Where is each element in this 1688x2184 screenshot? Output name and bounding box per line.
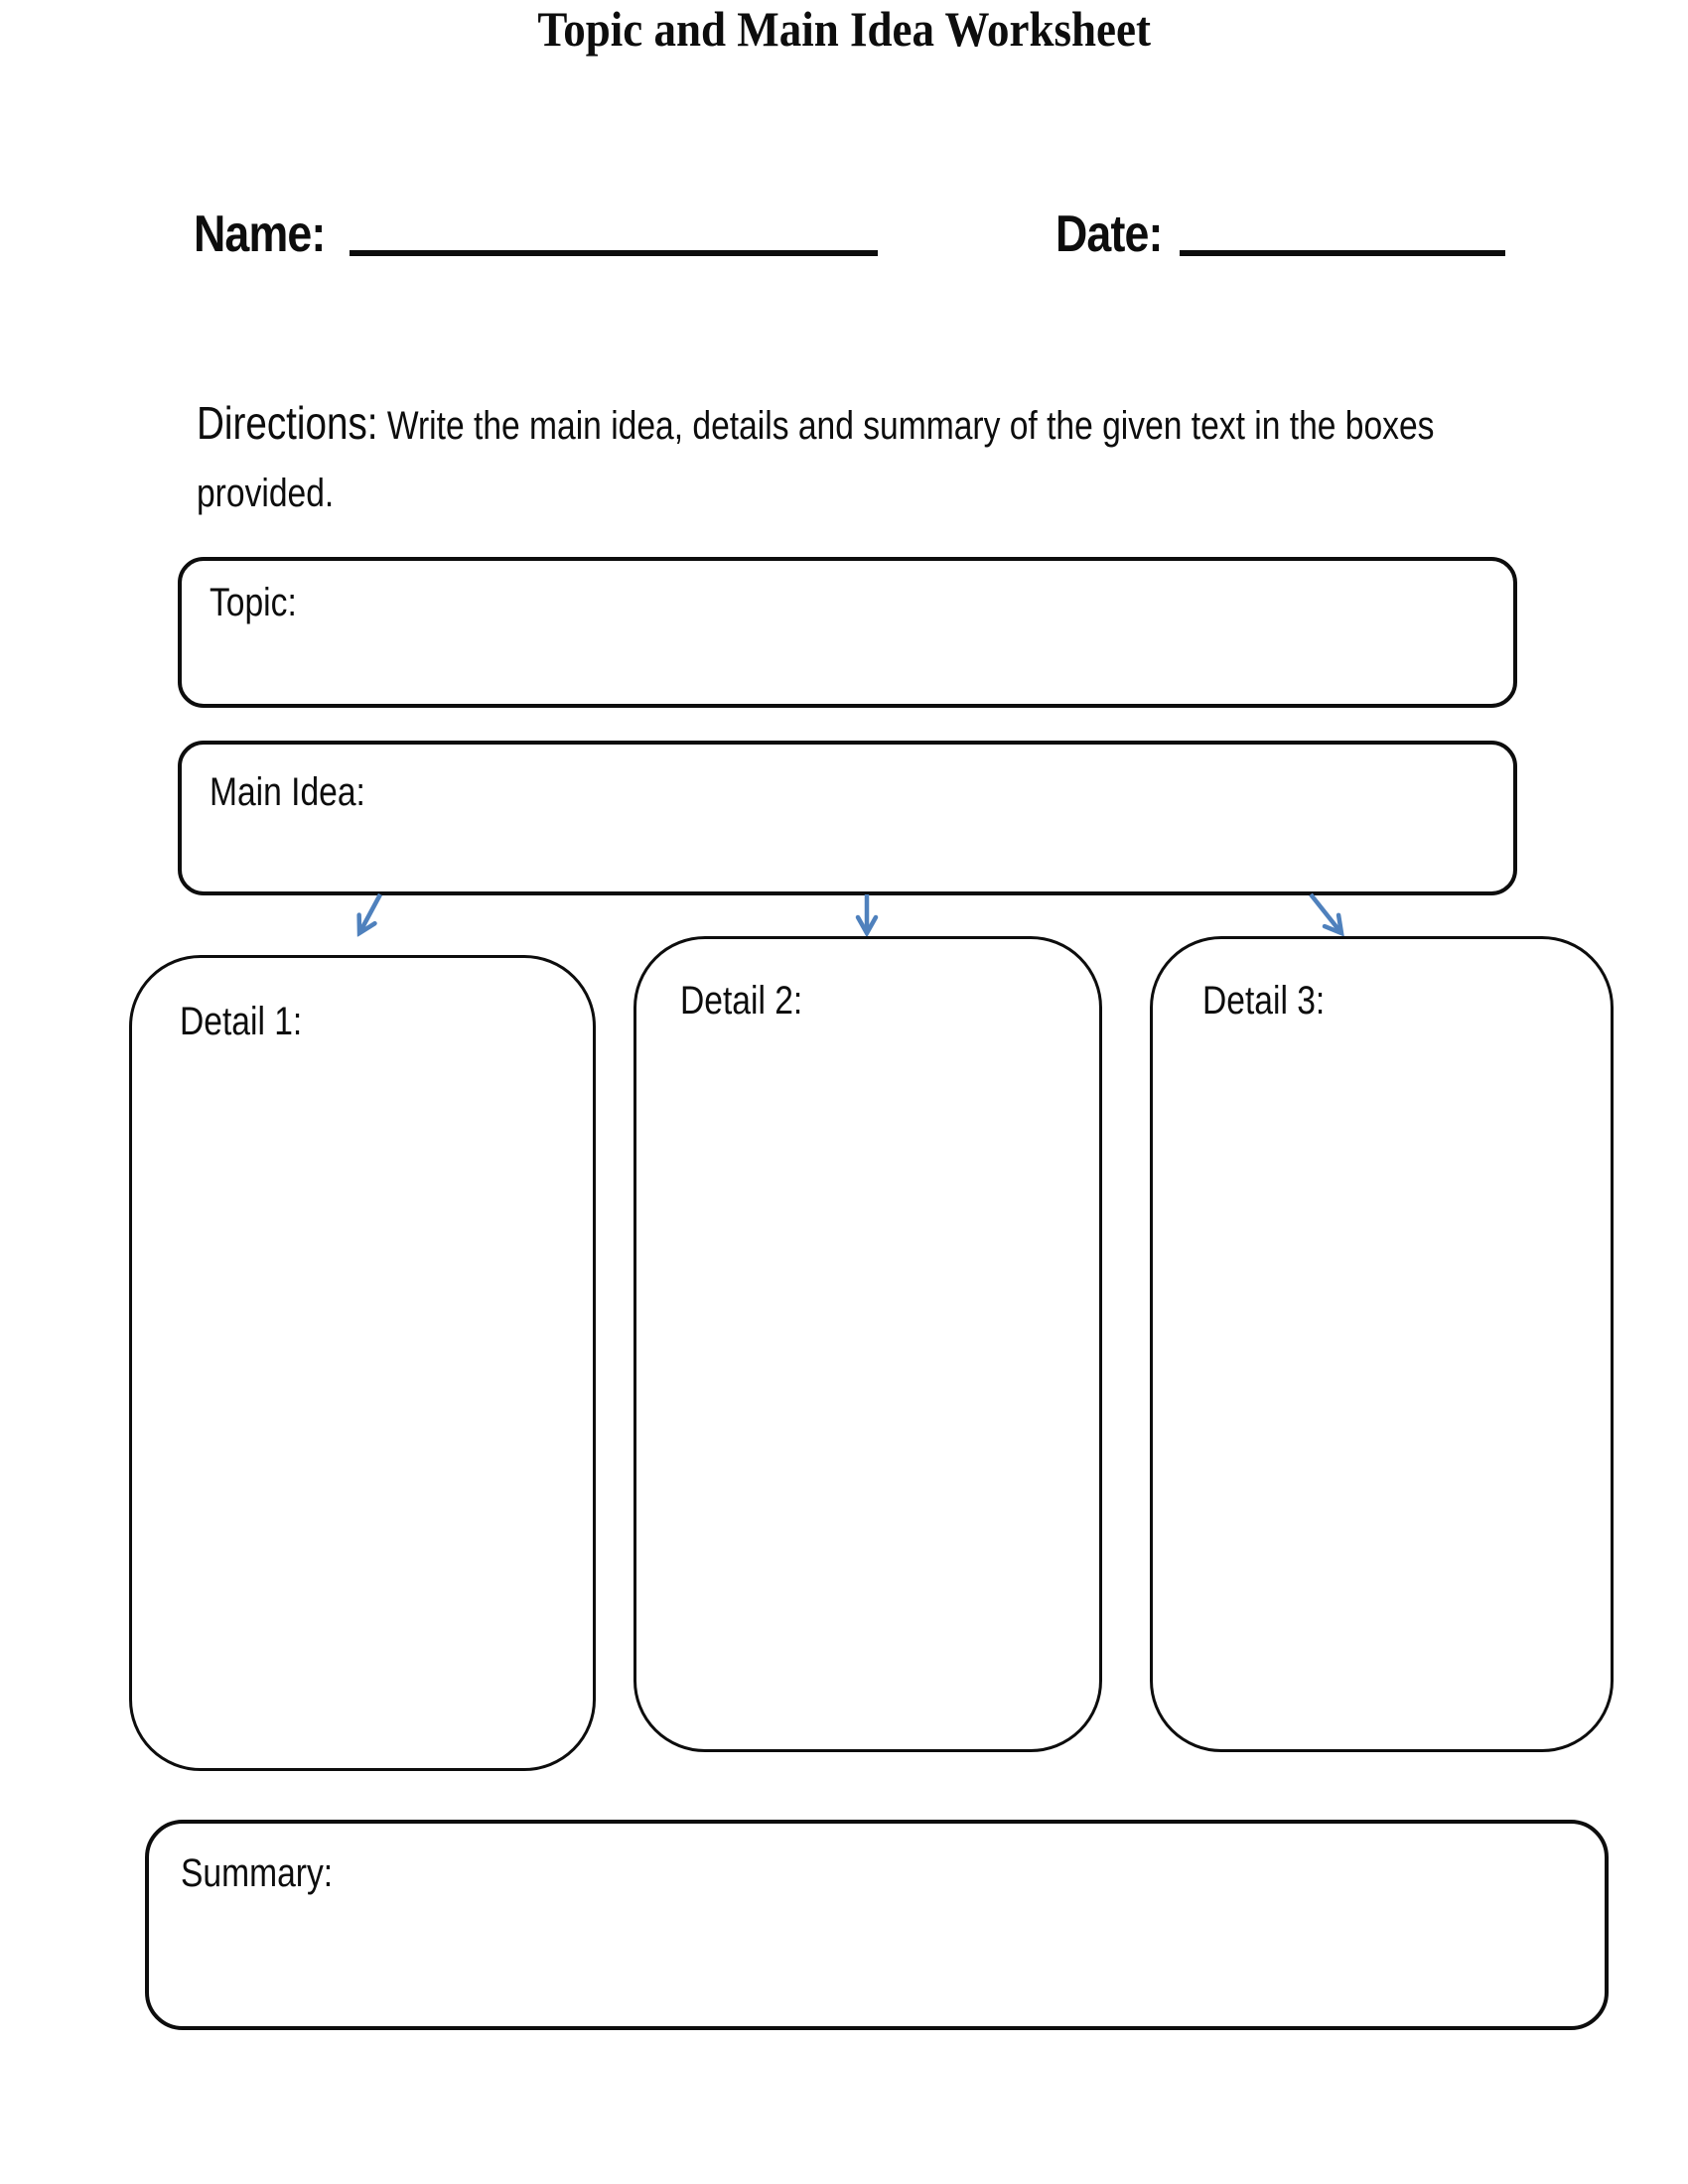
- date-label: Date:: [1055, 205, 1163, 263]
- summary-label: Summary:: [181, 1851, 334, 1895]
- detail-1-box[interactable]: [129, 955, 596, 1771]
- detail-1-label: Detail 1:: [180, 1000, 303, 1043]
- topic-label: Topic:: [210, 581, 297, 624]
- directions-text: [197, 389, 1497, 527]
- detail-2-box[interactable]: [633, 936, 1102, 1752]
- detail-3-box[interactable]: [1150, 936, 1614, 1752]
- name-label: Name:: [194, 205, 326, 263]
- directions-body: Write the main idea, details and summary of the given text in the boxes provided.: [197, 404, 1435, 515]
- name-fill-line[interactable]: [350, 250, 878, 256]
- arrow-to-detail-3: [1311, 894, 1341, 933]
- directions-lead: Directions:: [197, 397, 378, 449]
- arrow-to-detail-1: [359, 894, 380, 933]
- date-fill-line[interactable]: [1180, 250, 1505, 256]
- main-idea-label: Main Idea:: [210, 770, 365, 814]
- page-title: Topic and Main Idea Worksheet: [537, 1, 1151, 57]
- title-row: [0, 0, 1688, 58]
- topic-box[interactable]: [178, 557, 1517, 708]
- main-idea-box[interactable]: [178, 741, 1517, 895]
- detail-3-label: Detail 3:: [1202, 979, 1326, 1023]
- summary-box[interactable]: [145, 1820, 1609, 2030]
- detail-2-label: Detail 2:: [680, 979, 803, 1023]
